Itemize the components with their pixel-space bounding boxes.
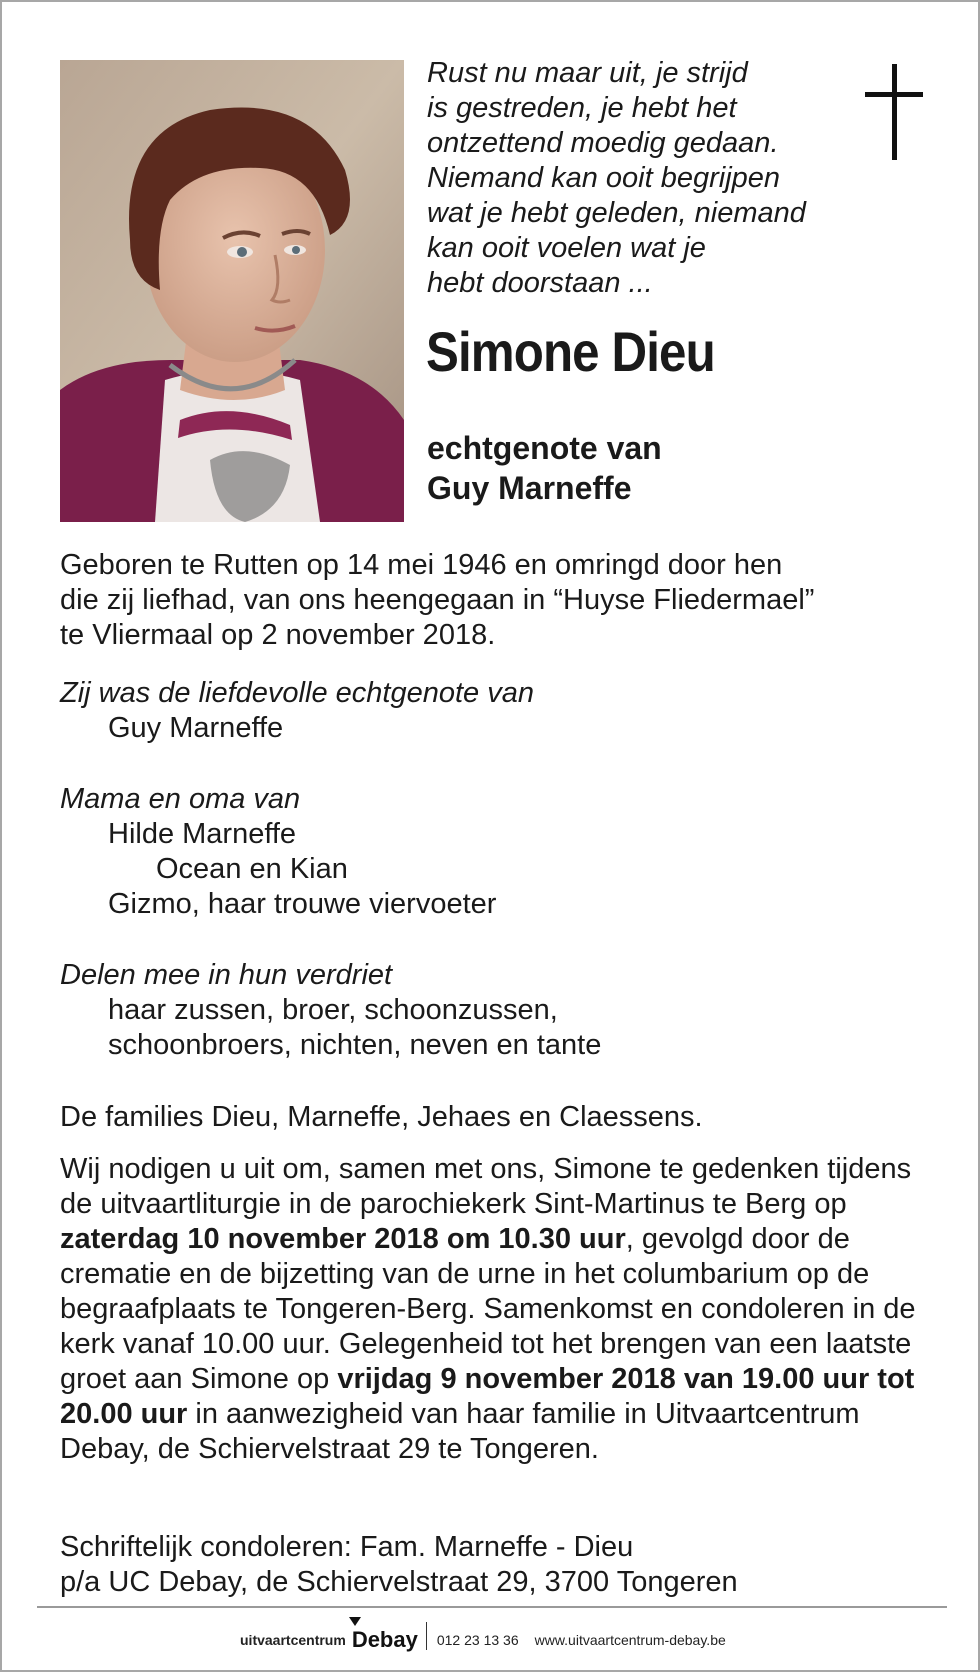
spouse-line: echtgenote van Guy Marneffe	[427, 430, 662, 506]
families-line: De families Dieu, Marneffe, Jehaes en Claessens.	[60, 1101, 703, 1133]
relative-name: Ocean en Kian	[156, 853, 348, 885]
section-heading: Zij was de liefdevolle echtgenote van	[60, 677, 534, 709]
relative-name: schoonbroers, nichten, neven en tante	[108, 1029, 602, 1061]
viewing-date: vrijdag 9 november 2018 van 19.00 uur tot 20.00 uur	[60, 1363, 915, 1430]
footer-divider	[37, 1606, 947, 1608]
phone-number: 012 23 13 36	[436, 1632, 519, 1648]
logo-triangle-icon	[349, 1617, 361, 1626]
mourners-section	[60, 958, 920, 1063]
memorial-poem: Rust nu maar uit, je strijd is gestreden, je hebt het ontzettend moedig gedaan. Niemand kan ooit begrijpen wat je hebt geleden, niemand kan ooit voelen wat je hebt doorstaan ...	[427, 57, 806, 299]
invitation-text: , gevolgd door de crematie en de bijzetting van de urne in het columbarium op de begraafplaats te Tongeren-Berg. Samenkomst en condoleren in de kerk vanaf 10.00 uur. Gelegenheid tot het brengen van een laatste groet aan Simone op	[60, 1223, 916, 1395]
cross-icon	[865, 64, 923, 160]
deceased-name: Simone Dieu	[426, 320, 715, 383]
relative-name: Guy Marneffe	[108, 712, 284, 744]
brand-prefix: uitvaartcentrum	[240, 1632, 346, 1648]
children-section	[60, 782, 920, 922]
section-heading: Mama en oma van	[60, 783, 301, 815]
funeral-home-footer	[240, 1614, 726, 1654]
condolences-address: Schriftelijk condoleren: Fam. Marneffe - Dieu p/a UC Debay, de Schiervelstraat 29, 3700 Tongeren	[60, 1531, 738, 1598]
relative-name: haar zussen, broer, schoonzussen,	[108, 994, 558, 1026]
section-heading: Delen mee in hun verdriet	[60, 959, 393, 991]
birth-death-paragraph: Geboren te Rutten op 14 mei 1946 en omringd door hen die zij liefhad, van ons heengegaan in “Huyse Fliedermael” te Vliermaal op 2 november 2018.	[60, 549, 815, 651]
funeral-date: zaterdag 10 november 2018 om 10.30 uur	[60, 1223, 626, 1255]
invitation-paragraph	[60, 1152, 920, 1467]
brand-name: Debay	[351, 1627, 418, 1652]
invitation-text: in aanwezigheid van haar familie in Uitvaartcentrum Debay, de Schiervelstraat 29 te Tongeren.	[60, 1398, 860, 1465]
portrait-photo	[60, 60, 404, 522]
brand-logo	[346, 1627, 418, 1654]
invitation-text: Wij nodigen u uit om, samen met ons, Simone te gedenken tijdens de uitvaartliturgie in de parochiekerk Sint-Martinus te Berg op	[60, 1153, 912, 1220]
spouse-section	[60, 676, 920, 746]
relative-name: Gizmo, haar trouwe viervoeter	[108, 888, 497, 920]
footer-separator	[426, 1622, 427, 1650]
relative-name: Hilde Marneffe	[108, 818, 297, 850]
website-link[interactable]: www.uitvaartcentrum-debay.be	[534, 1632, 726, 1648]
